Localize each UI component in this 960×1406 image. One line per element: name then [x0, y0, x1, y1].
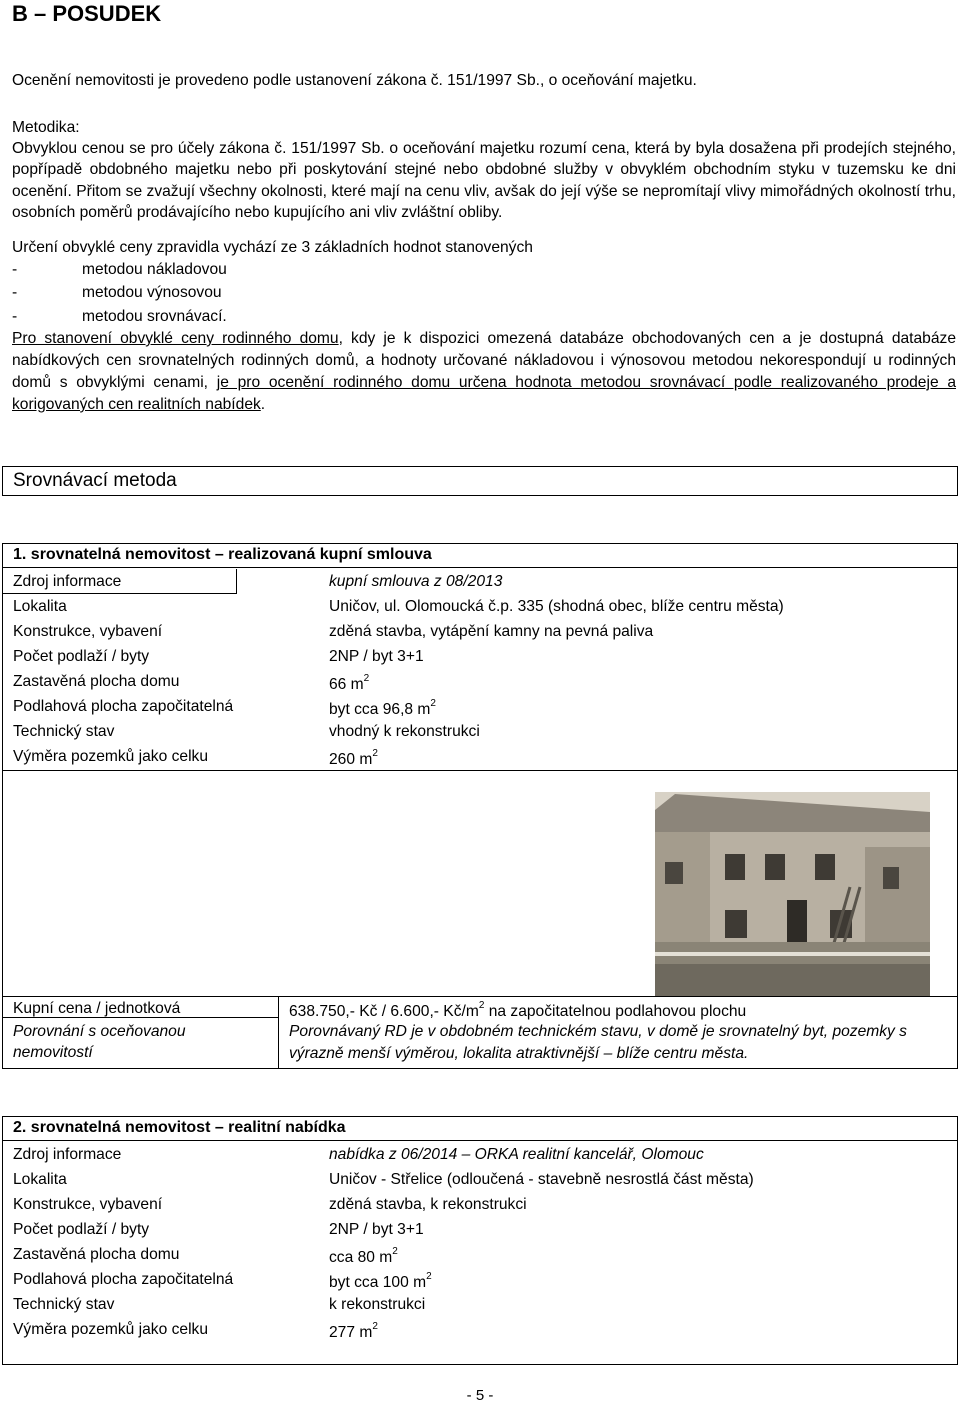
comparable-2-title: 2. srovnatelná nemovitost – realitní nabídka: [3, 1117, 957, 1141]
method-item: - metodou nákladovou: [12, 261, 227, 278]
intro-text: Ocenění nemovitosti je provedeno podle ustanovení zákona č. 151/1997 Sb., o oceňování majetku.: [12, 72, 697, 89]
table-row: Technický stav k rekonstrukci: [13, 1296, 426, 1313]
table-row: Zastavěná plocha domu cca 80 $m^2$: [13, 1246, 398, 1266]
comparable-2-table: [2, 1116, 958, 1365]
table-row: Lokalita Uničov - Střelice (odloučená - stavebně nesrostlá část města): [13, 1171, 754, 1188]
table-row: Podlahová plocha započitatelná byt cca 96,8 $m^2$: [13, 698, 436, 718]
method-item: - metodou výnosovou: [12, 284, 222, 301]
section-title: Srovnávací metoda: [2, 466, 958, 496]
method-item: - metodou srovnávací.: [12, 308, 227, 325]
table-row: Zastavěná plocha domu 66 $m^2$: [13, 673, 370, 693]
table-row: Lokalita Uničov, ul. Olomoucká č.p. 335 (shodná obec, blíže centru města): [13, 598, 784, 615]
metodika-text: Obvyklou cenou se pro účely zákona č. 151/1997 Sb. o oceňování majetku rozumí cena, která by byla dosažena při prodejích stejného, popřípadě obdobného majetku nebo při poskytování stejné nebo obdobné služby v obvyklém obchodním styku v tuzemsku ke dni ocenění. Přitom se zvažují všechny okolnosti, které mají na cenu vliv, avšak do její výše se nepromítají vlivy mimořádných okolností trhu, osobních poměrů prodávajícího nebo kupujícího ani vliv zvláštní obliby.: [12, 140, 956, 221]
price-value: 638.750,- Kč / 6.600,- $Kč/m^2$ na započitatelnou podlahovou plochu: [289, 1000, 747, 1020]
table-row: Zdroj informace nabídka z 06/2014 – ORKA realitní kancelář, Olomouc: [13, 1146, 704, 1163]
table-row: Technický stav vhodný k rekonstrukci: [13, 723, 480, 740]
table-row: Zdroj informace kupní smlouva z 08/2013: [3, 569, 957, 594]
price-label: Kupní cena / jednotková: [13, 1000, 181, 1017]
comparable-1-title: 1. srovnatelná nemovitost – realizovaná kupní smlouva: [3, 544, 957, 568]
table-row: Počet podlaží / byty 2NP / byt 3+1: [13, 1221, 424, 1238]
conclusion-paragraph: Pro stanovení obvyklé ceny rodinného domu, kdy je k dispozici omezená databáze obchodovaných cen a je dostupná databáze nabídkových cen srovnatelných rodinných domů, a hodnoty určované nákladovou i výnosovou metodou nekorespondují u rodinných domů s obvyklými cenami, je pro ocenění rodinného domu určena hodnota metodou srovnávací podle realizovaného prodeje a korigovaných cen realitních nabídek.: [12, 330, 957, 413]
table-row: Podlahová plocha započitatelná byt cca 100 $m^2$: [13, 1271, 432, 1291]
house-photo: [655, 792, 930, 997]
page-heading: B – POSUDEK: [12, 1, 162, 26]
table-row: Výměra pozemků jako celku 260 $m^2$: [13, 748, 378, 768]
table-row: Konstrukce, vybavení zděná stavba, vytápění kamny na pevná paliva: [13, 623, 654, 640]
urceni-text: Určení obvyklé ceny zpravidla vychází ze 3 základních hodnot stanovených: [12, 239, 533, 256]
compare-value: Porovnávaný RD je v obdobném technickém stavu, v domě je srovnatelný byt, pozemky s výrazně menší výměrou, lokalita atraktivnější – blíže centru města.: [289, 1023, 907, 1062]
table-row: Počet podlaží / byty 2NP / byt 3+1: [13, 648, 424, 665]
page-number: - 5 -: [466, 1387, 494, 1404]
table-row: Výměra pozemků jako celku 277 $m^2$: [13, 1321, 378, 1341]
comparable-1-table: [2, 543, 958, 771]
table-row: Konstrukce, vybavení zděná stavba, k rekonstrukci: [13, 1196, 527, 1213]
comparable-1-summary: [2, 996, 958, 1069]
metodika-label: Metodika:: [12, 119, 80, 136]
compare-label: Porovnání s oceňovanou nemovitostí: [13, 1023, 186, 1061]
